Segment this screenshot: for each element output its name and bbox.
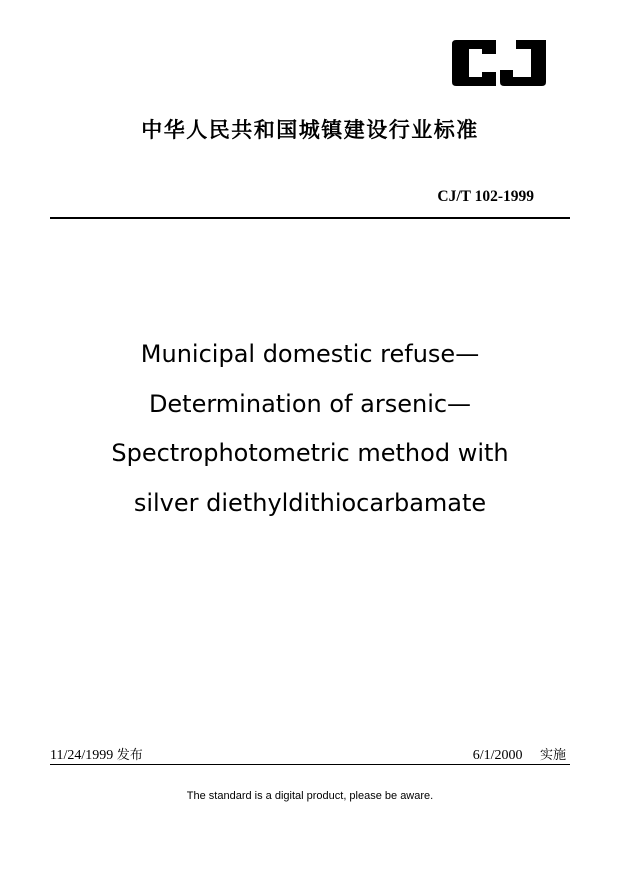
issue-label: 发布 (116, 748, 143, 763)
document-title (0, 330, 620, 528)
issuing-organization-title: 中华人民共和国城镇建设行业标准 (141, 118, 479, 142)
standard-number: CJ/T 102-1999 (437, 188, 534, 205)
effective-date-block (473, 744, 566, 764)
header-divider (50, 217, 570, 219)
title-line-1: Municipal domestic refuse— (140, 340, 480, 368)
digital-product-notice: The standard is a digital product, please be aware. (186, 790, 434, 802)
title-line-3: Spectrophotometric method with (111, 439, 509, 467)
effective-date: 6/1/2000 (472, 748, 523, 763)
cj-logo (452, 40, 546, 86)
issue-date-block (50, 744, 143, 764)
footer-divider (50, 764, 570, 765)
effective-label: 实施 (539, 748, 566, 763)
title-line-2: Determination of arsenic— (148, 389, 472, 418)
logo-text: CJ (452, 40, 454, 41)
issue-date: 11/24/1999 (50, 748, 114, 763)
title-line-4: silver diethyldithiocarbamate (133, 488, 487, 517)
